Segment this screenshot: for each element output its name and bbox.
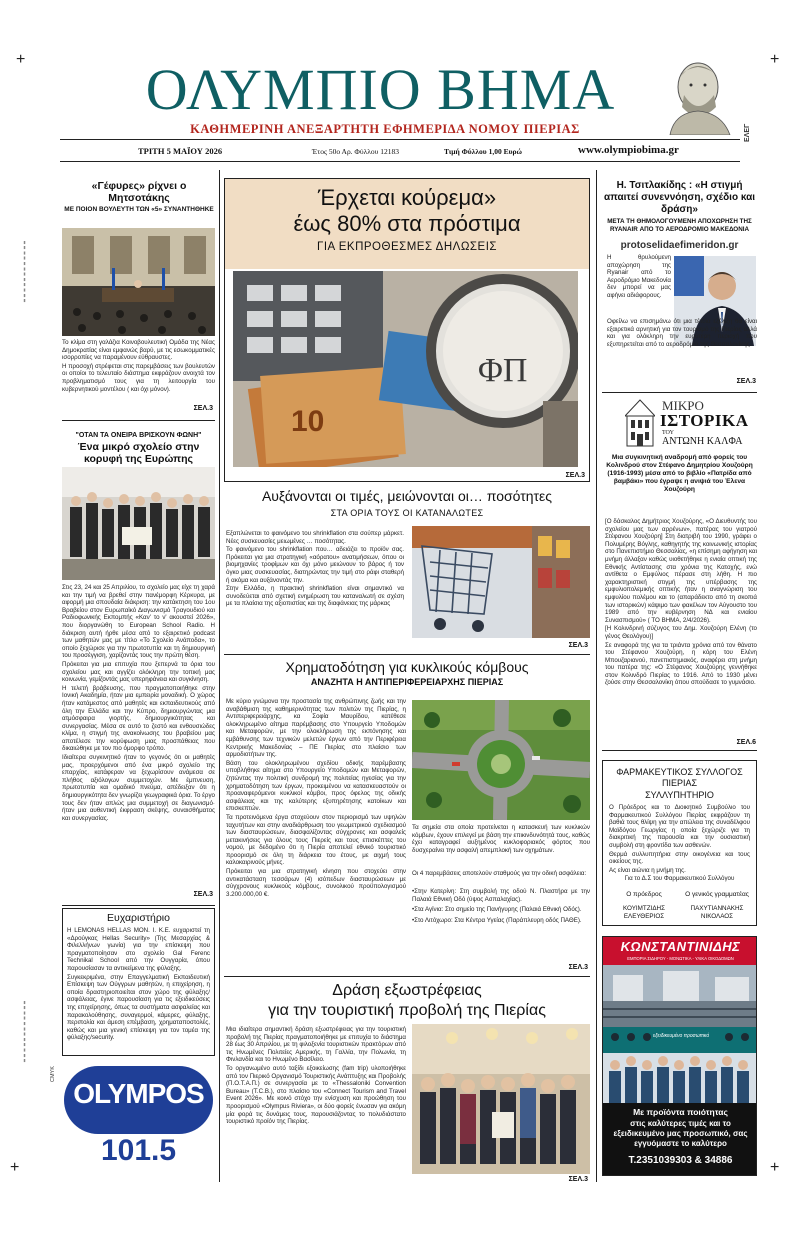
rule [62, 905, 215, 906]
ad-warehouse-photo [603, 965, 757, 1027]
ad-phone: T.2351039303 & 34886 [628, 1155, 733, 1166]
roundabout-caption: Τα σημεία στα οποία προτείνεται η κατασκευή των κυκλικών κόμβων, έχουν επιλεγεί με βάση την επικινδυνότητά τους, καθώς έχει καταγραφεί αυξημένος κυκλοφοριακός φόρτος που δυσχεραίνει την ασφαλή απεμπλοκή των οχημάτων. [412, 824, 590, 854]
roundabout-title: Χρηματοδότηση για κυκλικούς κόμβους [285, 659, 529, 675]
haircut-subtitle: ΓΙΑ ΕΚΠΡΟΘΕΣΜΕΣ ΔΗΛΩΣΕΙΣ [316, 241, 497, 253]
column-rule [596, 170, 597, 1182]
istorika-author: ΑΝΤΩΝΗ ΚΑΛΦΑ [662, 436, 743, 447]
prices-body: Εξαπλώνεται το φαινόμενο του shrinkflation στα σούπερ μάρκετ. Νέες συσκευασίες μειωμένες … ποσότητας. Το φαινόμενο του shrinkflation που… αδειάζει το προϊόν σας. Πρόκειται για μια στρατηγική «αόρατου» ανατιμήσεων, όπου οι βιομηχανίες τροφίμων και όχι μόνο μειώνουν το βάρος ή τον όγκο μιας συσκευασίας, διατηρώντας την τιμή στο ράφι σταθερή ή ακόμα και αυξάνοντάς την. Στην Ελλάδα, η πρακτική shrinkflation είναι σημαντικό να συνοδεύεται από σχετική ενημέρωση του καταναλωτή σε σχέση με τα πλαίσια της αξιοπιστίας και της διαφάνειας της μάρκας [226, 530, 404, 608]
haircut-box [224, 178, 590, 482]
shopping-cart-photo [412, 526, 590, 638]
radio-name: OLYMPOS [73, 1078, 204, 1109]
crop-mark: + [770, 1159, 780, 1176]
masthead-subtitle: ΚΑΘΗΜΕΡΙΝΗ ΑΝΕΞΑΡΤΗΤΗ ΕΦΗΜΕΡΙΔΑ ΝΟΜΟΥ ΠΙΕΡΙΑΣ [190, 122, 580, 136]
prices-title: Αυξάνονται οι τιμές, μειώνονται οι… ποσότητες [261, 488, 553, 504]
rule [602, 392, 757, 393]
ad-staff-photo [603, 1027, 757, 1053]
prices-subtitle: ΣΤΑ ΟΡΙΑ ΤΟΥΣ ΟΙ ΚΑΤΑΝΑΛΩΤΕΣ [330, 508, 484, 518]
masthead-title: ΟΛΥΜΠΙΟ ΒΗΜΑ [145, 57, 616, 122]
roundabout-aerial-photo [412, 700, 590, 820]
gefyres-title: «Γέφυρες» ρίχνει ο Μητσοτάκης [91, 180, 187, 204]
parliament-photo [62, 228, 215, 336]
column-rule [219, 170, 220, 1182]
svg-text:ΦΠ: ΦΠ [478, 352, 528, 389]
bust-logo [660, 55, 742, 135]
pharm-sig-left-name: ΚΟΥΙΜΤΖΙΔΗΣ ΕΛΕΥΘΕΡΙΟΣ [623, 905, 665, 920]
tsitlakidis-body-2: Οφείλω να επισημάνω ότι μια τέτοια εξέλιξη θα είναι εξαιρετικά αρνητική για τον τουρισμό της Πιερίας αλλά και για ολόκληρη την ευρύτερη περιοχή που εξυπηρετείται από το αεροδρόμιο της Θεσσαλονίκης. [607, 318, 757, 348]
gefyres-subtitle: ΜΕ ΠΟΙΟΝ ΒΟΥΛΕΥΤΗ ΤΩΝ «5» ΣΥΝΑΝΤΗΘΗΚΕ [64, 206, 214, 213]
money-calculator-photo [233, 271, 578, 467]
crop-mark: + [10, 1159, 20, 1176]
tsitlakidis-page-ref: ΣΕΛ.3 [736, 378, 756, 385]
gefyres-page-ref: ΣΕΛ.3 [193, 405, 213, 412]
school-body: Στις 23, 24 και 25 Απριλίου, το σχολείο μας είχε τη χαρά και την τιμή να βρεθεί στην πανέμορφη Κέρκυρα, με αφορμή μια σπουδαία διάκριση: την κατάκτηση του 1ου Βραβείου στον Ευρωπαϊκό Διαγωνισμό Τραγουδιού και Ραδιοφωνικής Εκπομπής «Καν' το ν' ακουστεί 2026», που διοργανώθη το European School Radio. Η διάκριση αυτή ήρθε μέσα από το εξαιρετικό podcast των μαθητών μας με τίτλο «Το Σχολείο Ανάποδα», το οποίο ξεχώρισε για την πρωτοτυπία και τη δημιουργική του προσέγγιση, χαρίζοντάς τους την πρώτη θέση. Πρόκειται για μια επιτυχία που ξεπερνά τα όρια του σχολείου μας και αγγίζει ολόκληρη την τοπική μας κοινωνία, γεμίζοντάς μας υπερηφάνεια και συγκίνηση. Η τελετή βράβευσης, που πραγματοποιήθηκε στην Ιονική Ακαδημία, ήταν μια εμπειρία μοναδική. Ο χώρος ήταν κατάμεστος από μαθητές και εκπαιδευτικούς από όλη την Ελλάδα και την Κύπρο, δημιουργώντας μια ατμόσφαιρα γιορτής, δημιουργικότητας και συνεργασίας. Μέσα σε αυτό το ζεστό και ενθουσιώδες κλίμα, η στιγμή της ανακοίνωσης του βραβείου μας αποτέλεσε την κορύφωση μιας προσπάθειας που δικαιώθηκε με τον πιο όμορφο τρόπο. Ιδιαίτερα συγκινητικό ήταν το γεγονός ότι οι μαθητές μας, προερχόμενοι από ένα μικρό σχολείο της επαρχίας, κατάφεραν να ξεχωρίσουν ανάμεσα σε πλήθος αξιόλογων συμμετοχών. Με έμπνευση, πρωτοτυπία και ομαδικό πνεύμα, απέδειξαν ότι η δημιουργικότητα δεν γνωρίζει γεωγραφικά όρια. Το έργο τους δεν ήταν απλώς μια συμμετοχή σε διαγωνισμό· ήταν μια αυθεντική έκφραση σκέψης, συναισθήματος και συνεργασίας. [62, 584, 215, 822]
outreach-body: Μια ιδιαίτερα σημαντική δράση εξωστρέφειας για την τουριστική προβολή της Πιερίας πραγματοποιήθηκε με επιτυχία το διάστημα 28 έως 30 Απριλίου, με τη φιλοξενία τουριστικών πρακτόρων από τις Ηνωμένες Πολιτείες Αμερικής, τη Γαλλία, την Πολωνία, τη Φινλανδία και το Ηνωμένο Βασίλειο. Το οργανωμένο αυτό ταξίδι εξοικείωσης (fam trip) υλοποιήθηκε από τον Πιερικό Οργανισμό Τουριστικής Ανάπτυξης και Προβολής (Π.Ο.Τ.Α.Π.) σε συνεργασία με το «Thessaloniki Convention Bureau» (T.C.B.), στο πλαίσιο του «Connect Tourism and Travel Event 2026». Με κοινό στόχο την ενίσχυση και προώθηση του προορισμού «Olympus Riviera», οι δύο φορείς ένωσαν για ακόμη μία φορά τις δυνάμεις τους, παρουσιάζοντας το πολυδιάστατο τουριστικό προϊόν της Πιερίας. [226, 1026, 406, 1126]
cmyk-tag: CMYK [50, 1066, 56, 1082]
roundabout-locations-intro: Οι 4 παρεμβάσεις αποτελούν σταθμούς για την οδική ασφάλεια: [412, 870, 587, 877]
ad-tagline: ΕΜΠΟΡΙΑ ΣΙΔΗΡΟΥ - ΜΟΝΩΤΙΚΑ - ΥΛΙΚΑ ΟΙΚΟΔΟΜΩΝ [627, 956, 734, 961]
ad-brand: ΚΩΝΣΤΑΝΤΙΝΙΔΗΣ [620, 939, 741, 954]
rule [602, 750, 757, 751]
tsitlakidis-title: Η. Τσιτλακίδης : «Η στιγμή απαιτεί συνεννόηση, σχέδιο και δράση» [603, 180, 756, 215]
haircut-title-line2: έως 80% στα πρόστιμα [293, 211, 521, 236]
rule [224, 654, 590, 655]
haircut-title-line1: Έρχεται κούρεμα» [317, 185, 497, 210]
date: ΤΡΙΤΗ 5 ΜΑΪΟΥ 2026 [138, 146, 223, 156]
svg-text:10: 10 [291, 405, 325, 438]
crop-mark: + [16, 51, 26, 68]
margin-color-bar: ▮▮▮▮▮▮▮▮▮▮▮▮ [22, 1000, 27, 1064]
pharm-subtitle: ΣΥΛΛΥΠΗΤΗΡΙΟ [645, 790, 714, 800]
radio-ad [62, 1064, 215, 1176]
ad-line1: Με προϊόντα ποιότητας [633, 1107, 728, 1117]
outreach-page-ref: ΣΕΛ.3 [568, 1176, 588, 1183]
price: Τιμή Φύλλου 1,00 Ευρώ [444, 147, 522, 156]
haircut-page-ref: ΣΕΛ.3 [565, 472, 585, 479]
tsitlakidis-subtitle: ΜΕΤΑ ΤΗ ΘΗΜΟΛΟΓΟΥΜΕΝΗ ΑΠΟΧΩΡΗΣΗ ΤΗΣ RYANAIR ΑΠΟ ΤΟ ΑΕΡΟΔΡΟΜΙΟ ΜΑΚΕΔΟΝΙΑ [607, 218, 752, 233]
rule [62, 420, 215, 421]
ad-line2: στις καλύτερες τιμές και το εξειδικευμένο μας προσωπικό, σας εγγυόμαστε το καλύτερο [613, 1119, 748, 1148]
condolence-box [602, 760, 757, 926]
prices-page-ref: ΣΕΛ.3 [568, 642, 588, 649]
thanks-body: Η LEMONAS HELLAS ΜΟΝ. Ι. Κ.Ε. ευχαριστεί τη «Δρούγκας Hellas Security» (Της Μεσαρχίας & Φιλελλήνων γωνία) για την επίσκεψη που πραγματοποίησαν στο σχολείο Gal Ferenc Technikal School από την Ουγγαρία, όπου παρουσίασαν τα αντικείμενα της φύλαξης. Συγκεκριμένα, στην Επαγγελματική Εκπαιδευτική Επίσκεψη των Ούγγρων μαθητών, η επιχείρηση, η οποία δραστηριοποιείται στον χώρο της φύλαξης/ασφάλειας, έγινε παρουσίαση για τις εξειδικεύσεις της επιχείρησης, όπως τα συστήματα ασφαλείας και παρακολούθησης, συναγερμοί, κάμερες, φύλαξης, περιπολία και άμεση επέμβαση, χρηματαποστολές, καθώς και μια γενική επίσκεψη για τον τομέα της φύλαξης/security. [67, 927, 210, 1042]
tsitlakidis-body-1: Η θρυλούμενη αποχώρηση της Ryanair από το Αεροδρόμιο Μακεδονία δεν μπορεί να μας αφήνει αδιάφορους. [607, 254, 671, 299]
school-kicker: "ΟΤΑΝ ΤΑ ΟΝΕΙΡΑ ΒΡΙΣΚΟΥΝ ΦΩΝΗ" [75, 432, 202, 439]
istorika-body: [Ο δάσκαλος Δημήτριος Χουζούρης, «Ο Διευθυντής του σχολείου μας των αρρένων», πατέρας του γιατρού Στέφανου Χουζούρη] Στη διατριβή του 1990, γράφει ο Πολυμέρης Βόγλης, καθηγητής της κοινωνικής ιστορίας στο Πανεπιστήμιο Θεσσαλίας, «η επίσημη αφήγηση και μνήμη άλλαξαν καθώς υιοθετήθηκε η ενιαία οπτική της Εθνικής Αντίστασης στα χρόνια της Κατοχής, ενώ αντίθετα ο Εμφύλιος πέρασε στη λήθη. Η πιο χαρακτηριστική στιγμή της υπέρβασης της εμφυλιοπολεμικής οπτικής ήταν η αναγνώριση του εμφυλίου πολέμου και το (απαράδεκτο από τη σκοπιά των ιστορικών) κάψιμο των φακέλων τον Αύγουστο του 1989 από την κυβέρνηση ΝΔ και ενιαίου Συνασπισμού» ( ΤΟ ΒΗΜΑ, 2/4/2026). [Η Κολινδρινή σύζυγος του Δημ. Χουζούρη Ελένη (το γένος Θεολόγου)] Σε αναφορά της για τα τριάντα χρόνια από τον θάνατο του Στέφανου Χουζούρη, η κόρη του Ελένη Μπουζαριανού, πανεπιστημιακός, αναφέρει στη μνήμη του πατέρα της: «Ο Στέφανος Χουζούρης γεννήθηκε στον Κολινδρό Πιερίας το 1916. Από το 1930 μένει ζούσε στην Θεσσαλονίκη όπου σπούδασε το γυμνάσιο. [605, 518, 757, 687]
thanks-title: Ευχαριστήριο [107, 912, 170, 924]
outreach-title-line1: Δράση εξωστρέφειας [332, 982, 482, 999]
building-icon [625, 398, 655, 448]
istorika-headline: Μια συγκινητική αναδρομή από φορείς του Κολινδρού στον Στέφανο Δημητρίου Χουζούρη (1916-1993) μέσα από το βιβλίο «Πατρίδα από βαμβάκι» που έγραψε η ανιψιά του Έλενα Χουζούρη [606, 454, 753, 493]
side-logo: ΕΛΕΓ [744, 123, 751, 142]
roundabout-subtitle: ΑΝΑΖΗΤΑ Η ΑΝΤΙΠΕΡΙΦΕΡΕΙΑΡΧΗΣ ΠΙΕΡΙΑΣ [310, 677, 504, 687]
school-title: Ένα μικρό σχολείο στην κορυφή της Ευρώπης [77, 441, 200, 465]
thanks-box [62, 908, 215, 1056]
issue: Έτος 50ο Αρ. Φύλλου 12183 [312, 147, 399, 156]
watermark: protoselidaefimeridon.gr [602, 240, 757, 251]
students-photo [62, 467, 215, 580]
school-page-ref: ΣΕΛ.3 [193, 891, 213, 898]
pharm-sig-left-role: Ο πρόεδρος [626, 891, 662, 898]
crop-mark: + [770, 51, 780, 68]
tour-agents-photo [412, 1024, 590, 1174]
website: www.olympiobima.gr [578, 144, 679, 156]
pharm-body: Ο Πρόεδρος και το Διοικητικό Συμβούλιο του Φαρμακευτικού Συλλόγου Πιερίας εκφράζουν τη βαθιά τους θλίψη για την απώλεια της συναδέλφου Μαϊδόγου Γεωργίας η οποία ξεχώριζε για τη διακριτική της παρουσία και την ουσιαστική συμβολή στη φροντίδα των ασθενών. Θερμά συλλυπητήρια στην οικογένεια και τους οικείους της. Ας είναι αιώνια η μνήμη της. Για το Δ.Σ του Φαρμακευτικού Συλλόγου [609, 804, 750, 882]
rule [60, 139, 740, 140]
istorika-author-top: ΤΟΥ [662, 430, 674, 436]
roundabout-locations: •Στην Κατερίνη: Στη συμβολή της οδού Ν. Πλαστήρα με την Παλαιά Εθνική Οδό (ύψος Ασπαλαχίας). •Στα Αγίνια: Στο σημείο της Πανήγυρης (Παλαιά Εθνική Οδός). •Στο Λιτόχωρο: Στα Κέντρα Υγείας (Παράπλευρη οδός ΠΑΘΕ). [412, 888, 590, 924]
gefyres-body: Το κλίμα στη γαλάζια Κοινοβουλευτική Ομάδα της Νέας Δημοκρατίας είναι εμφανώς βαρύ, με τις εσωκομματικές ισορροπίες να παραμένουν εύθραυστες. Η προσοχή στρέφεται στις παρεμβάσεις των βουλευτών οι οποίοι το τελευταίο διάστημα εκφράζουν ανοιχτά τον προβληματισμό τους για τη λειτουργία του κυβερνητικού μοντέλου ( και όχι μόνον). [62, 339, 215, 393]
istorika-big: ΙΣΤΟΡΙΚΑ [660, 411, 749, 430]
roundabout-page-ref: ΣΕΛ.3 [568, 964, 588, 971]
konstantinidis-ad [602, 936, 757, 1176]
rule [60, 161, 740, 162]
istorika-page-ref: ΣΕΛ.6 [736, 739, 756, 746]
istorika-small: ΜΙΚΡΟ [662, 398, 704, 413]
margin-color-bar: ▮▮▮▮▮▮▮▮▮▮▮▮ [22, 240, 27, 304]
rule [224, 976, 590, 977]
pharm-sig-right-name: ΠΑΧΥΤΙΑΝΝΑΚΗΣ ΝΙΚΟΛΑΟΣ [690, 905, 744, 920]
radio-frequency: 101.5 [100, 1134, 177, 1167]
roundabout-body: Με κύριο γνώμονα την προστασία της ανθρώπινης ζωής και την αναβάθμιση της καθημερινότητας των πολιτών της Πιερίας, η Αντιπεριφερειάρχης, κα Σοφία Μαυρίδου, κατέθεσε ολοκληρωμένο αίτημα παρέμβασης στο Υπουργείο Υποδομών και Μεταφορών, με την ολοκλήρωση της εκπόνησης και εμβάθυνσης των τεχνικών μελετών έργων από την Περιφέρεια Κεντρικής Μακεδονίας – ΠΕ Πιερίας στο πλαίσιο των αρμοδιοτήτων της. Βάση του ολοκληρωμένου σχεδίου οδικής παρέμβασης υποβλήθηκε αίτημα στο Υπουργείο Υποδομών και Μεταφορών, ζητώντας την πολιτική συνδρομή της πολιτείας ηγεσίας για την χρηματοδότηση των έργων, προκειμένου να κατασκευαστούν οι προαναφερόμενοι κυκλικοί κόμβοι, προς όφελος της οδικής ασφάλειας και της καλύτερης εξυπηρέτησης κατοίκων και επισκεπτών. Τα προτεινόμενα έργα στοχεύουν στον περιορισμό των υψηλών ταχυτήτων και στην αναδιάρθρωση του γεωμετρικού σχεδιασμού των διασταυρώσεων, διασφαλίζοντας σύγχρονες και ασφαλείς μετακινήσεις για όλους τους Πιερείς και τους επισκέπτες του νομού, με δεδομένο ότι η Πιερία αποτελεί εθνικό τουριστικό προορισμό σε όλη τη διάρκεια του έτους, με αιχμή τους καλοκαιρινούς μήνες. Πρόκειται για μια στρατηγική κίνηση που στοχεύει στην αντικατάσταση τεσσάρων (4) ισόπεδων διασταυρώσεων με σύγχρονους κυκλικούς κόμβους, συνολικού προϋπολογισμού 3.200.000,00 €. [226, 698, 406, 898]
pharm-title: ΦΑΡΜΑΚΕΥΤΙΚΟΣ ΣΥΛΛΟΓΟΣ ΠΙΕΡΙΑΣ [616, 767, 743, 788]
ad-strip: εξειδικευμένο προσωπικό [653, 1033, 710, 1039]
outreach-title-line2: για την τουριστική προβολή της Πιερίας [268, 1002, 546, 1019]
pharm-sig-right-role: Ο γενικός γραμματέας [685, 891, 749, 898]
ad-crew-photo [603, 1053, 757, 1103]
